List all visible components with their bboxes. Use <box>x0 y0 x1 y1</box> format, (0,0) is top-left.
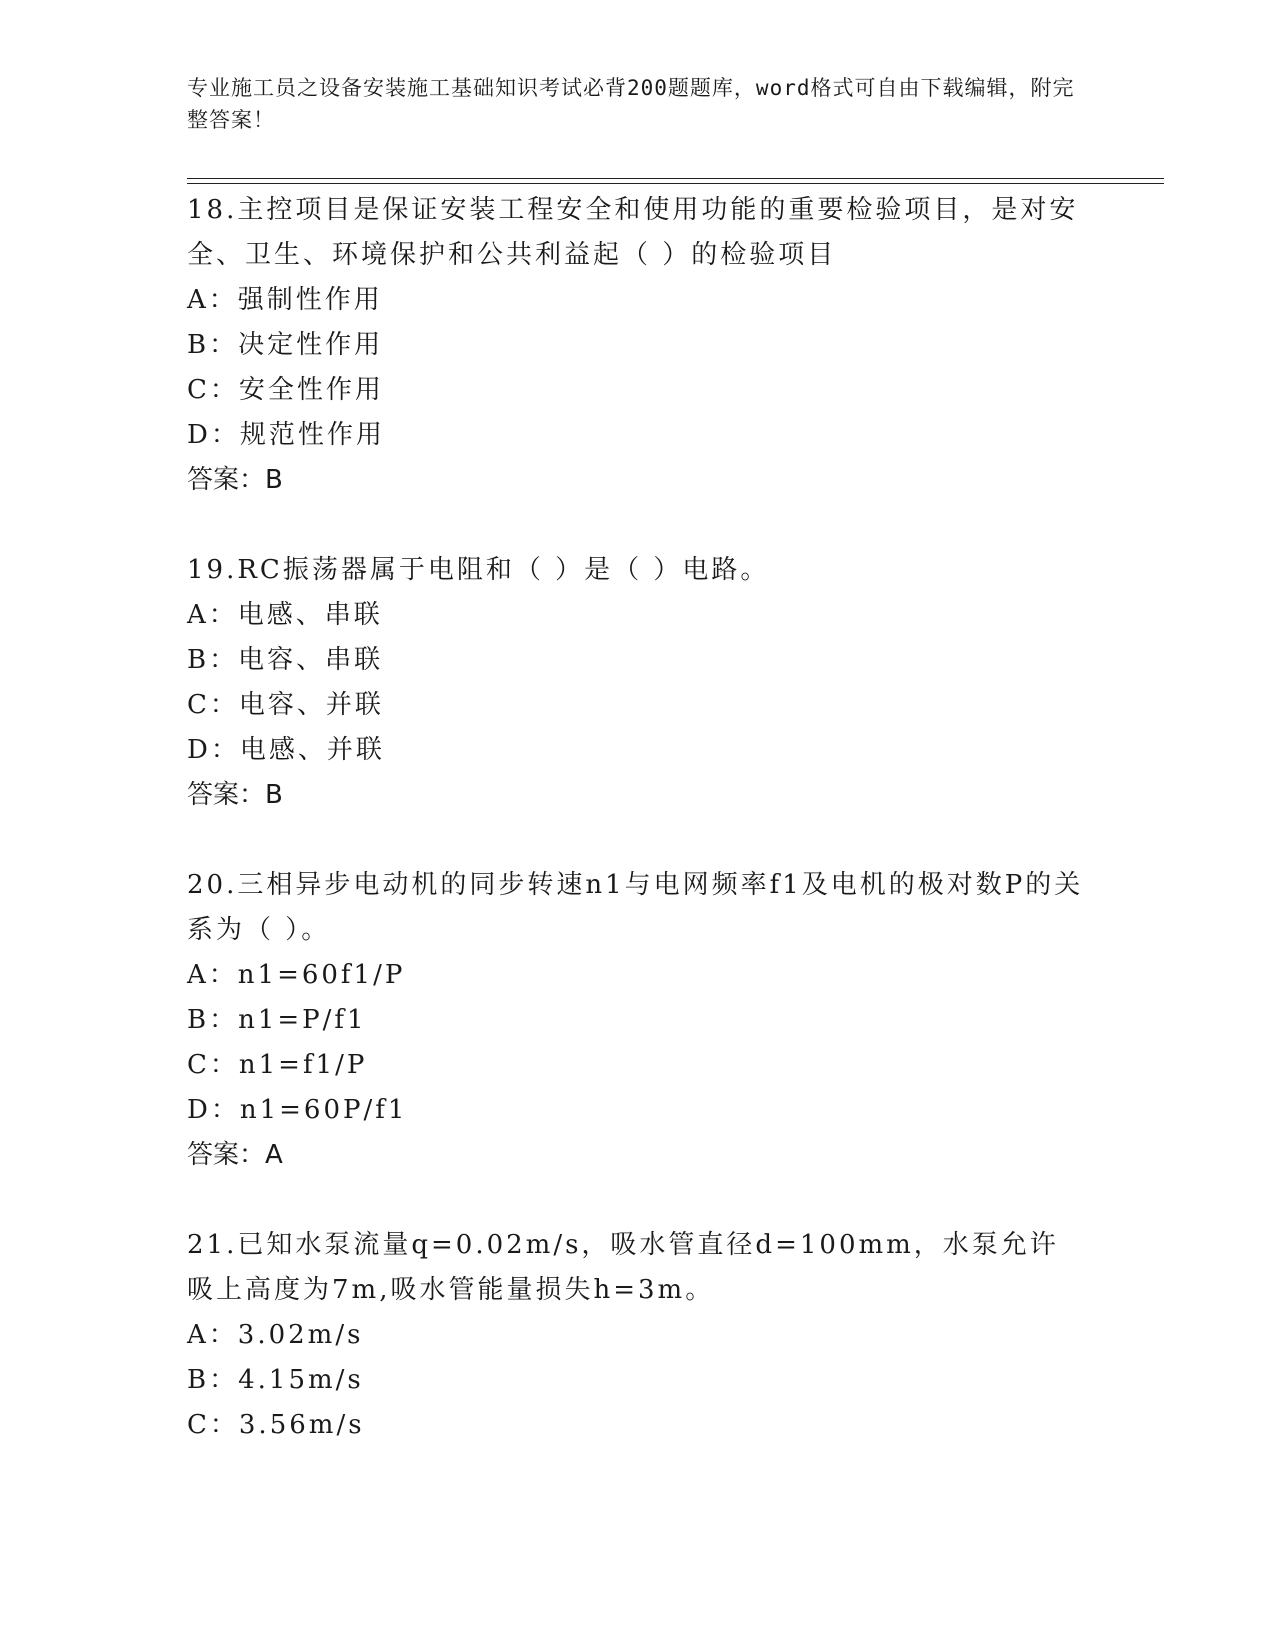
option-b: B：4.15m/s <box>187 1365 364 1395</box>
question-19 <box>187 548 1087 818</box>
option-c: C：n1=f1/P <box>187 1050 368 1080</box>
question-text: 18.主控项目是保证安装工程安全和使用功能的重要检验项目，是对安全、卫生、环境保护和公共利益起（ ）的检验项目 <box>187 195 1079 270</box>
option-a: A：n1=60f1/P <box>187 960 406 990</box>
option-b: B：决定性作用 <box>187 330 384 360</box>
question-list <box>187 188 1087 1493</box>
question-text: 19.RC振荡器属于电阻和（ ）是（ ）电路。 <box>187 555 770 585</box>
question-text: 21.已知水泵流量q=0.02m/s，吸水管直径d=100mm，水泵允许吸上高度为7m,吸水管能量损失h=3m。 <box>187 1230 1059 1305</box>
question-18 <box>187 188 1087 503</box>
question-text: 20.三相异步电动机的同步转速n1与电网频率f1及电机的极对数P的关系为（ ）。 <box>187 870 1084 945</box>
header-divider-bottom <box>187 183 1164 184</box>
option-c: C：安全性作用 <box>187 375 384 405</box>
header-divider-top <box>187 178 1164 179</box>
answer-line: 答案：B <box>187 465 283 495</box>
option-a: A：3.02m/s <box>187 1320 364 1350</box>
option-a: A：电感、串联 <box>187 600 383 630</box>
option-b: B：电容、串联 <box>187 645 384 675</box>
option-d: D：n1=60P/f1 <box>187 1095 408 1125</box>
answer-line: 答案：A <box>187 1140 283 1170</box>
question-21 <box>187 1223 1087 1448</box>
option-d: D：规范性作用 <box>187 420 385 450</box>
option-a: A：强制性作用 <box>187 285 383 315</box>
option-d: D：电感、并联 <box>187 735 385 765</box>
option-b: B：n1=P/f1 <box>187 1005 367 1035</box>
option-c: C：3.56m/s <box>187 1410 365 1440</box>
answer-line: 答案：B <box>187 780 283 810</box>
question-20 <box>187 863 1087 1178</box>
document-header: 专业施工员之设备安装施工基础知识考试必背200题题库，word格式可自由下载编辑，附完整答案！ <box>187 76 1075 132</box>
option-c: C：电容、并联 <box>187 690 384 720</box>
